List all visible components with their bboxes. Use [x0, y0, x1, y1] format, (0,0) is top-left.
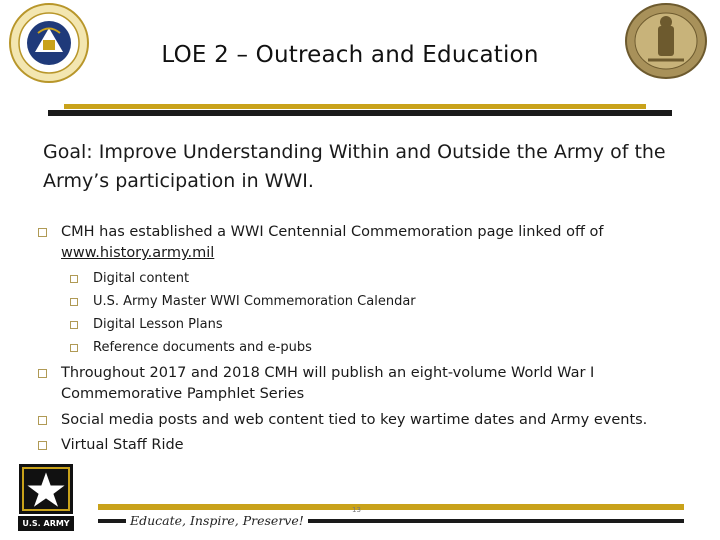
bullet-item: Virtual Staff Ride: [61, 437, 184, 453]
footer-motto: Educate, Inspire, Preserve!: [126, 513, 308, 528]
header-gold-rule: [64, 104, 646, 109]
history-army-link[interactable]: www.history.army.mil: [61, 245, 215, 261]
army-star-icon: [18, 463, 74, 515]
bullet-square-icon: [38, 416, 47, 425]
sub-bullet-square-icon: [70, 321, 78, 329]
army-historical-seal-icon: [624, 2, 708, 80]
assistant-to-secretary-seal-icon: [8, 2, 90, 84]
army-label: U.S. ARMY: [18, 516, 74, 531]
sub-bullet-square-icon: [70, 298, 78, 306]
us-army-logo: [18, 463, 74, 529]
sub-bullet-item: Digital content: [93, 271, 190, 286]
goal-statement: Goal: Improve Understanding Within and Outside the Army of the Army’s participation in WWI.: [43, 141, 666, 192]
sub-bullet-item: Reference documents and e-pubs: [93, 340, 312, 355]
bullet-text: CMH has established a WWI Centennial Commemoration page linked off of: [61, 224, 604, 240]
sub-bullet-item: Digital Lesson Plans: [93, 317, 223, 332]
bullet-square-icon: [38, 228, 47, 237]
bullet-item: Throughout 2017 and 2018 CMH will publish an eight-volume World War I Commemorative Pamphlet Series: [61, 365, 595, 402]
page-number: 13: [352, 506, 361, 514]
bullet-square-icon: [38, 369, 47, 378]
header-dark-rule: [48, 110, 672, 116]
bullet-item: Social media posts and web content tied to key wartime dates and Army events.: [61, 412, 648, 428]
footer-gold-rule: [98, 504, 684, 510]
sub-bullet-square-icon: [70, 344, 78, 352]
bullet-item: [61, 222, 661, 264]
bullet-square-icon: [38, 441, 47, 450]
page-title: LOE 2 – Outreach and Education: [161, 42, 539, 68]
sub-bullet-item: U.S. Army Master WWI Commemoration Calendar: [93, 294, 416, 309]
sub-bullet-square-icon: [70, 275, 78, 283]
